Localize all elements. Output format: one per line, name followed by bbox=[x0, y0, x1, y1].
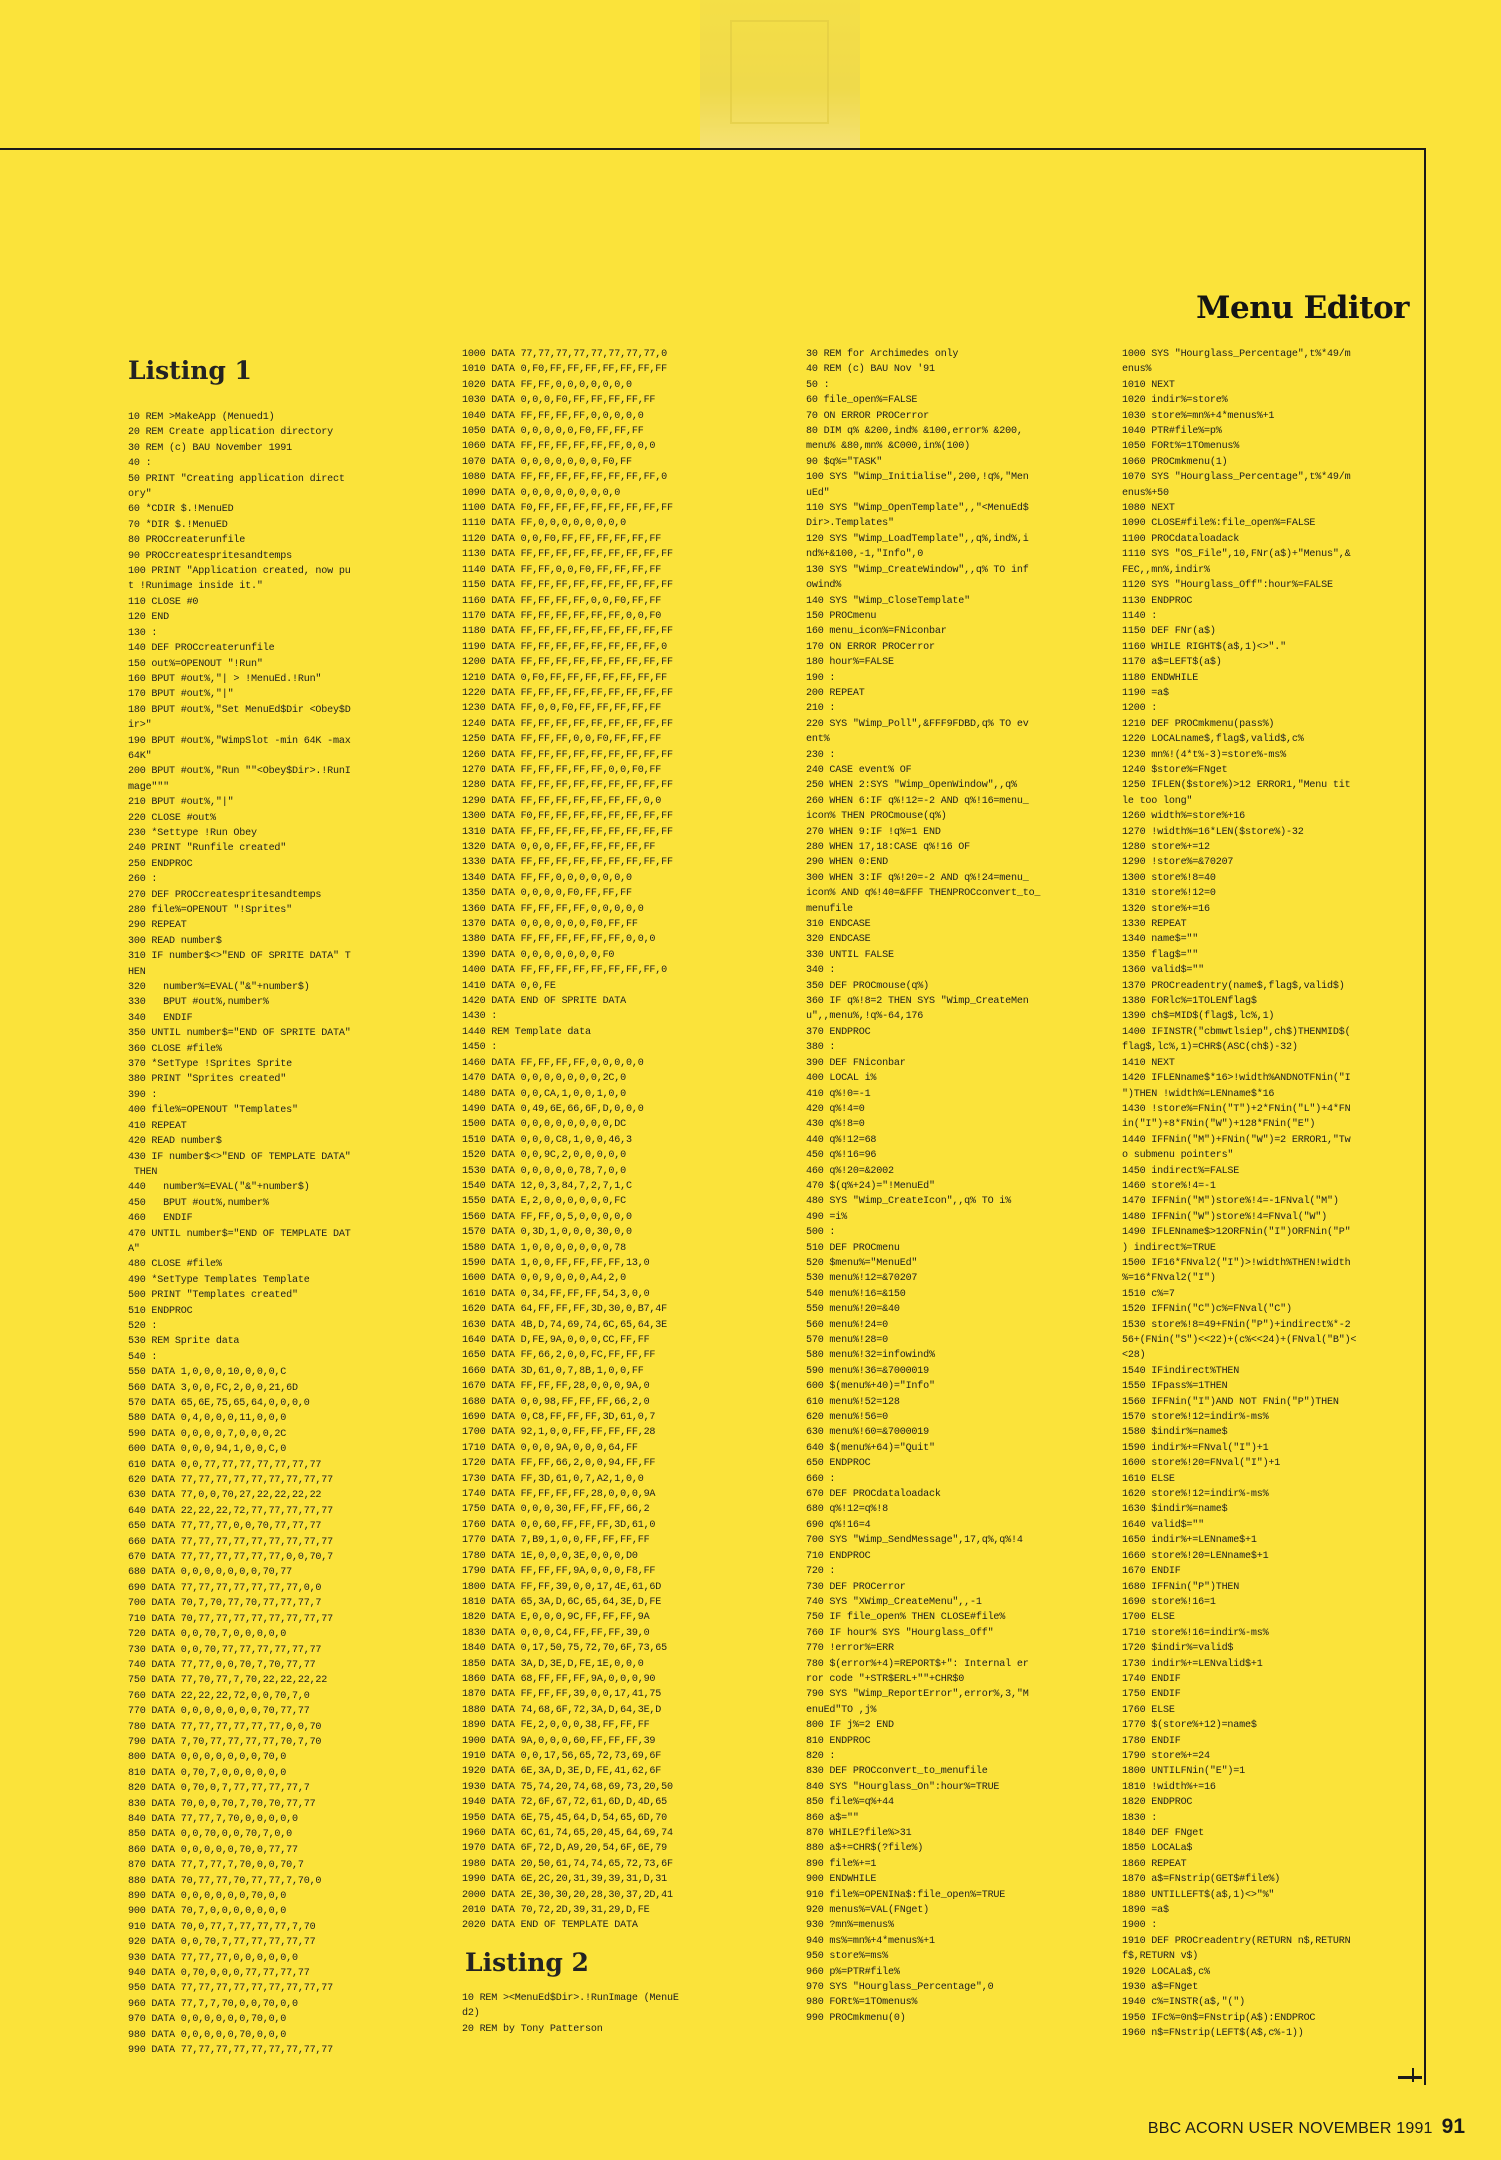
listing-column-2 bbox=[462, 347, 797, 2037]
listing-2-code-part-2: 30 REM for Archimedes only 40 REM (c) BAU Nov '91 50 : 60 file_open%=FALSE 70 ON ERROR PROCerror 80 DIM q% &200,ind% &100,error% &200, menu% &80,mn% &C000,in%(100) 90 $q%="TASK" 100 SYS "Wimp_Initialise",200,!q%,"Men uEd" 110 SYS "Wimp_OpenTemplate",,"<MenuEd$ Dir>.Templates" 120 SYS "Wimp_LoadTemplate",,q%,ind%,i nd%+&100,-1,"Info",0 130 SYS "Wimp_CreateWindow",,q% TO inf owind% 140 SYS "Wimp_CloseTemplate" 150 PROCmenu 160 menu_icon%=FNiconbar 170 ON ERROR PROCerror 180 hour%=FALSE 190 : 200 REPEAT 210 : 220 SYS "Wimp_Poll",&FFF9FDBD,q% TO ev ent% 230 : 240 CASE event% OF 250 WHEN 2:SYS "Wimp_OpenWindow",,q% 260 WHEN 6:IF q%!12=-2 AND q%!16=menu_ icon% THEN PROCmouse(q%) 270 WHEN 9:IF !q%=1 END 280 WHEN 17,18:CASE q%!16 OF 290 WHEN 0:END 300 WHEN 3:IF q%!20=-2 AND q%!24=menu_ icon% AND q%!40=&FFF THENPROCconvert_to_ menufile 310 ENDCASE 320 ENDCASE 330 UNTIL FALSE 340 : 350 DEF PROCmouse(q%) 360 IF q%!8=2 THEN SYS "Wimp_CreateMen u",,menu%,!q%-64,176 370 ENDPROC 380 : 390 DEF FNiconbar 400 LOCAL i% 410 q%!0=-1 420 q%!4=0 430 q%!8=0 440 q%!12=68 450 q%!16=96 460 q%!20=&2002 470 $(q%+24)="!MenuEd" 480 SYS "Wimp_CreateIcon",,q% TO i% 490 =i% 500 : 510 DEF PROCmenu 520 $menu%="MenuEd" 530 menu%!12=&70207 540 menu%!16=&150 550 menu%!20=&40 560 menu%!24=0 570 menu%!28=0 580 menu%!32=infowind% 590 menu%!36=&7000019 600 $(menu%+40)="Info" 610 menu%!52=128 620 menu%!56=0 630 menu%!60=&7000019 640 $(menu%+64)="Quit" 650 ENDPROC 660 : 670 DEF PROCdataloadack 680 q%!12=q%!8 690 q%!16=4 700 SYS "Wimp_SendMessage",17,q%,q%!4 710 ENDPROC 720 : 730 DEF PROCerror 740 SYS "XWimp_CreateMenu",,-1 750 IF file_open% THEN CLOSE#file% 760 IF hour% SYS "Hourglass_Off" 770 !error%=ERR 780 $(error%+4)=REPORT$+": Internal er ror code "+STR$ERL+""+CHR$0 790 SYS "Wimp_ReportError",error%,3,"M enuEd"TO ,j% 800 IF j%=2 END 810 ENDPROC 820 : 830 DEF PROCconvert_to_menufile 840 SYS "Hourglass_On":hour%=TRUE 850 file%=q%+44 860 a$="" 870 WHILE?file%>31 880 a$+=CHR$(?file%) 890 file%+=1 900 ENDWHILE 910 file%=OPENINa$:file_open%=TRUE 920 menus%=VAL(FNget) 930 ?mn%=menus% 940 ms%=mn%+4*menus%+1 950 store%=ms% 960 p%=PTR#file% 970 SYS "Hourglass_Percentage",0 980 FORt%=1TOmenus% 990 PROCmkmenu(0) bbox=[806, 349, 1041, 2024]
section-title: Menu Editor bbox=[1196, 290, 1409, 326]
listing-1-code-part-1: 10 REM >MakeApp (Menued1) 20 REM Create application directory 30 REM (c) BAU November 1991 40 : 50 PRINT "Creating application direct ory" 60 *CDIR $.!MenuED 70 *DIR $.!MenuED 80 PROCcreaterunfile 90 PROCcreatespritesandtemps 100 PRINT "Application created, now pu t !Runimage inside it." 110 CLOSE #0 120 END 130 : 140 DEF PROCcreaterunfile 150 out%=OPENOUT "!Run" 160 BPUT #out%,"| > !MenuEd.!Run" 170 BPUT #out%,"|" 180 BPUT #out%,"Set MenuEd$Dir <Obey$D ir>" 190 BPUT #out%,"WimpSlot -min 64K -max 64K" 200 BPUT #out%,"Run ""<Obey$Dir>.!RunI mage""" 210 BPUT #out%,"|" 220 CLOSE #out% 230 *Settype !Run Obey 240 PRINT "Runfile created" 250 ENDPROC 260 : 270 DEF PROCcreatespritesandtemps 280 file%=OPENOUT "!Sprites" 290 REPEAT 300 READ number$ 310 IF number$<>"END OF SPRITE DATA" T HEN 320 number%=EVAL("&"+number$) 330 BPUT #out%,number% 340 ENDIF 350 UNTIL number$="END OF SPRITE DATA" 360 CLOSE #file% 370 *SetType !Sprites Sprite 380 PRINT "Sprites created" 390 : 400 file%=OPENOUT "Templates" 410 REPEAT 420 READ number$ 430 IF number$<>"END OF TEMPLATE DATA" THEN 440 number%=EVAL("&"+number$) 450 BPUT #out%,number% 460 ENDIF 470 UNTIL number$="END OF TEMPLATE DAT A" 480 CLOSE #file% 490 *SetType Templates Template 500 PRINT "Templates created" 510 ENDPROC 520 : 530 REM Sprite data 540 : 550 DATA 1,0,0,0,10,0,0,0,C 560 DATA 3,0,0,FC,2,0,0,21,6D 570 DATA 65,6E,75,65,64,0,0,0,0 580 DATA 0,4,0,0,0,11,0,0,0 590 DATA 0,0,0,0,7,0,0,0,2C 600 DATA 0,0,0,94,1,0,0,C,0 610 DATA 0,0,77,77,77,77,77,77,77 620 DATA 77,77,77,77,77,77,77,77,77 630 DATA 77,0,0,70,27,22,22,22,22 640 DATA 22,22,22,72,77,77,77,77,77 650 DATA 77,77,77,0,0,70,77,77,77 660 DATA 77,77,77,77,77,77,77,77,77 670 DATA 77,77,77,77,77,77,0,0,70,7 680 DATA 0,0,0,0,0,0,0,70,77 690 DATA 77,77,77,77,77,77,77,0,0 700 DATA 70,7,70,77,70,77,77,77,7 710 DATA 70,77,77,77,77,77,77,77,77 720 DATA 0,0,70,7,0,0,0,0,0 730 DATA 0,0,70,77,77,77,77,77,77 740 DATA 77,77,0,0,70,7,70,77,77 750 DATA 77,70,77,7,70,22,22,22,22 760 DATA 22,22,22,72,0,0,70,7,0 770 DATA 0,0,0,0,0,0,0,70,77,77 780 DATA 77,77,77,77,77,77,0,0,70 790 DATA 7,70,77,77,77,77,70,7,70 800 DATA 0,0,0,0,0,0,0,70,0 810 DATA 0,70,7,0,0,0,0,0,0 820 DATA 0,70,0,7,77,77,77,77,7 830 DATA 70,0,0,70,7,70,70,77,77 840 DATA 77,77,7,70,0,0,0,0,0 850 DATA 0,0,70,0,0,70,7,0,0 860 DATA 0,0,0,0,0,70,0,77,77 870 DATA 77,7,77,7,70,0,0,70,7 880 DATA 70,77,77,70,77,77,7,70,0 890 DATA 0,0,0,0,0,0,70,0,0 900 DATA 70,7,0,0,0,0,0,0,0 910 DATA 70,0,77,7,77,77,77,7,70 920 DATA 0,0,70,7,77,77,77,77,77 930 DATA 77,77,77,0,0,0,0,0,0 940 DATA 0,70,0,0,0,77,77,77,77 950 DATA 77,77,77,77,77,77,77,77,77 960 DATA 77,7,7,70,0,0,70,0,0 970 DATA 0,0,0,0,0,0,70,0,0 980 DATA 0,0,0,0,0,70,0,0,0 990 DATA 77,77,77,77,77,77,77,77,77 bbox=[128, 412, 351, 2057]
top-photo-fragment bbox=[700, 0, 860, 148]
listing-2-heading: Listing 2 bbox=[465, 1947, 589, 1977]
listing-column-3 bbox=[806, 347, 1141, 2026]
listing-2-code-part-3: 1000 SYS "Hourglass_Percentage",t%*49/m enus% 1010 NEXT 1020 indir%=store% 1030 store%=mn%+4*menus%+1 1040 PTR#file%=p% 1050 FORt%=1TOmenus% 1060 PROCmkmenu(1) 1070 SYS "Hourglass_Percentage",t%*49/m enus%+50 1080 NEXT 1090 CLOSE#file%:file_open%=FALSE 1100 PROCdataloadack 1110 SYS "OS_File",10,FNr(a$)+"Menus",& FEC,,mn%,indir% 1120 SYS "Hourglass_Off":hour%=FALSE 1130 ENDPROC 1140 : 1150 DEF FNr(a$) 1160 WHILE RIGHT$(a$,1)<>"." 1170 a$=LEFT$(a$) 1180 ENDWHILE 1190 =a$ 1200 : 1210 DEF PROCmkmenu(pass%) 1220 LOCALname$,flag$,valid$,c% 1230 mn%!(4*t%-3)=store%-ms% 1240 $store%=FNget 1250 IFLEN($store%)>12 ERROR1,"Menu tit le too long" 1260 width%=store%+16 1270 !width%=16*LEN($store%)-32 1280 store%+=12 1290 !store%=&70207 1300 store%!8=40 1310 store%!12=0 1320 store%+=16 1330 REPEAT 1340 name$="" 1350 flag$="" 1360 valid$="" 1370 PROCreadentry(name$,flag$,valid$) 1380 FORlc%=1TOLENflag$ 1390 ch$=MID$(flag$,lc%,1) 1400 IFINSTR("cbmwtlsiep",ch$)THENMID$( flag$,lc%,1)=CHR$(ASC(ch$)-32) 1410 NEXT 1420 IFLENname$*16>!width%ANDNOTFNin("I ")THEN !width%=LENname$*16 1430 !store%=FNin("T")+2*FNin("L")+4*FN in("I")+8*FNin("W")+128*FNin("E") 1440 IFFNin("M")+FNin("W")=2 ERROR1,"Tw o submenu pointers" 1450 indirect%=FALSE 1460 store%!4=-1 1470 IFFNin("M")store%!4=-1FNval("M") 1480 IFFNin("W")store%!4=FNval("W") 1490 IFLENname$>12ORFNin("I")ORFNin("P" ) indirect%=TRUE 1500 IF16*FNval2("I")>!width%THEN!width %=16*FNval2("I") 1510 c%=7 1520 IFFNin("C")c%=FNval("C") 1530 store%!8=49+FNin("P")+indirect%*-2 56+(FNin("S")<<22)+(c%<<24)+(FNval("B")< <28) 1540 IFindirect%THEN 1550 IFpass%=1THEN 1560 IFFNin("I")AND NOT FNin("P")THEN 1570 store%!12=indir%-ms% 1580 $indir%=name$ 1590 indir%+=FNval("I")+1 1600 store%!20=FNval("I")+1 1610 ELSE 1620 store%!12=indir%-ms% 1630 $indir%=name$ 1640 valid$="" 1650 indir%+=LENname$+1 1660 store%!20=LENname$+1 1670 ENDIF 1680 IFFNin("P")THEN 1690 store%!16=1 1700 ELSE 1710 store%!16=indir%-ms% 1720 $indir%=valid$ 1730 indir%+=LENvalid$+1 1740 ENDIF 1750 ENDIF 1760 ELSE 1770 $(store%+12)=name$ 1780 ENDIF 1790 store%+=24 1800 UNTILFNin("E")=1 1810 !width%+=16 1820 ENDPROC 1830 : 1840 DEF FNget 1850 LOCALa$ 1860 REPEAT 1870 a$=FNstrip(GET$#file%) 1880 UNTILLEFT$(a$,1)<>"%" 1890 =a$ 1900 : 1910 DEF PROCreadentry(RETURN n$,RETURN f$,RETURN v$) 1920 LOCALa$,c% 1930 a$=FNget 1940 c%=INSTR(a$,"(") 1950 IFc%=0n$=FNstrip(A$):ENDPROC 1960 n$=FNstrip(LEFT$(A$,c%-1)) bbox=[1122, 349, 1357, 2040]
top-rule bbox=[0, 148, 1425, 150]
end-mark-stem bbox=[1412, 2068, 1414, 2082]
listing-1-heading: Listing 1 bbox=[128, 356, 252, 385]
listing-column-4 bbox=[1122, 347, 1457, 2042]
page-number: 91 bbox=[1441, 2115, 1465, 2138]
listing-1-code-part-2: 1000 DATA 77,77,77,77,77,77,77,77,0 1010 DATA 0,F0,FF,FF,FF,FF,FF,FF,FF 1020 DATA FF,FF,0,0,0,0,0,0,0 1030 DATA 0,0,0,F0,FF,FF,FF,FF,FF 1040 DATA FF,FF,FF,FF,0,0,0,0,0 1050 DATA 0,0,0,0,0,F0,FF,FF,FF 1060 DATA FF,FF,FF,FF,FF,FF,0,0,0 1070 DATA 0,0,0,0,0,0,0,F0,FF 1080 DATA FF,FF,FF,FF,FF,FF,FF,FF,0 1090 DATA 0,0,0,0,0,0,0,0,0 1100 DATA F0,FF,FF,FF,FF,FF,FF,FF,FF 1110 DATA FF,0,0,0,0,0,0,0,0 1120 DATA 0,0,F0,FF,FF,FF,FF,FF,FF 1130 DATA FF,FF,FF,FF,FF,FF,FF,FF,FF 1140 DATA FF,FF,0,0,F0,FF,FF,FF,FF 1150 DATA FF,FF,FF,FF,FF,FF,FF,FF,FF 1160 DATA FF,FF,FF,FF,0,0,F0,FF,FF 1170 DATA FF,FF,FF,FF,FF,FF,0,0,F0 1180 DATA FF,FF,FF,FF,FF,FF,FF,FF,FF 1190 DATA FF,FF,FF,FF,FF,FF,FF,FF,0 1200 DATA FF,FF,FF,FF,FF,FF,FF,FF,FF 1210 DATA 0,F0,FF,FF,FF,FF,FF,FF,FF 1220 DATA FF,FF,FF,FF,FF,FF,FF,FF,FF 1230 DATA FF,0,0,F0,FF,FF,FF,FF,FF 1240 DATA FF,FF,FF,FF,FF,FF,FF,FF,FF 1250 DATA FF,FF,FF,0,0,F0,FF,FF,FF 1260 DATA FF,FF,FF,FF,FF,FF,FF,FF,FF 1270 DATA FF,FF,FF,FF,FF,0,0,F0,FF 1280 DATA FF,FF,FF,FF,FF,FF,FF,FF,FF 1290 DATA FF,FF,FF,FF,FF,FF,FF,0,0 1300 DATA F0,FF,FF,FF,FF,FF,FF,FF,FF 1310 DATA FF,FF,FF,FF,FF,FF,FF,FF,FF 1320 DATA 0,0,0,FF,FF,FF,FF,FF,FF 1330 DATA FF,FF,FF,FF,FF,FF,FF,FF,FF 1340 DATA FF,FF,0,0,0,0,0,0,0 1350 DATA 0,0,0,0,F0,FF,FF,FF 1360 DATA FF,FF,FF,FF,0,0,0,0,0 1370 DATA 0,0,0,0,0,0,F0,FF,FF 1380 DATA FF,FF,FF,FF,FF,FF,0,0,0 1390 DATA 0,0,0,0,0,0,0,F0 1400 DATA FF,FF,FF,FF,FF,FF,FF,FF,0 1410 DATA 0,0,FE 1420 DATA END OF SPRITE DATA 1430 : 1440 REM Template data 1450 : 1460 DATA FF,FF,FF,FF,0,0,0,0,0 1470 DATA 0,0,0,0,0,0,0,2C,0 1480 DATA 0,0,CA,1,0,0,1,0,0 1490 DATA 0,49,6E,66,6F,D,0,0,0 1500 DATA 0,0,0,0,0,0,0,0,DC 1510 DATA 0,0,0,C8,1,0,0,46,3 1520 DATA 0,0,9C,2,0,0,0,0,0 1530 DATA 0,0,0,0,0,78,7,0,0 1540 DATA 12,0,3,84,7,2,7,1,C 1550 DATA E,2,0,0,0,0,0,0,FC 1560 DATA FF,FF,0,5,0,0,0,0,0 1570 DATA 0,3D,1,0,0,0,30,0,0 1580 DATA 1,0,0,0,0,0,0,0,78 1590 DATA 1,0,0,FF,FF,FF,FF,13,0 1600 DATA 0,0,9,0,0,0,A4,2,0 1610 DATA 0,34,FF,FF,FF,54,3,0,0 1620 DATA 64,FF,FF,FF,3D,30,0,B7,4F 1630 DATA 4B,D,74,69,74,6C,65,64,3E 1640 DATA D,FE,9A,0,0,0,CC,FF,FF 1650 DATA FF,66,2,0,0,FC,FF,FF,FF 1660 DATA 3D,61,0,7,8B,1,0,0,FF 1670 DATA FF,FF,FF,28,0,0,0,9A,0 1680 DATA 0,0,98,FF,FF,FF,66,2,0 1690 DATA 0,C8,FF,FF,FF,3D,61,0,7 1700 DATA 92,1,0,0,FF,FF,FF,FF,28 1710 DATA 0,0,0,9A,0,0,0,64,FF 1720 DATA FF,FF,66,2,0,0,94,FF,FF 1730 DATA FF,3D,61,0,7,A2,1,0,0 1740 DATA FF,FF,FF,FF,28,0,0,0,9A 1750 DATA 0,0,0,30,FF,FF,FF,66,2 1760 DATA 0,0,60,FF,FF,FF,3D,61,0 1770 DATA 7,B9,1,0,0,FF,FF,FF,FF 1780 DATA 1E,0,0,0,3E,0,0,0,D0 1790 DATA FF,FF,FF,9A,0,0,0,F8,FF 1800 DATA FF,FF,39,0,0,17,4E,61,6D 1810 DATA 65,3A,D,6C,65,64,3E,D,FE 1820 DATA E,0,0,0,9C,FF,FF,FF,9A 1830 DATA 0,0,0,C4,FF,FF,FF,39,0 1840 DATA 0,17,50,75,72,70,6F,73,65 1850 DATA 3A,D,3E,D,FE,1E,0,0,0 1860 DATA 68,FF,FF,FF,9A,0,0,0,90 1870 DATA FF,FF,FF,39,0,0,17,41,75 1880 DATA 74,68,6F,72,3A,D,64,3E,D 1890 DATA FE,2,0,0,0,38,FF,FF,FF 1900 DATA 9A,0,0,0,60,FF,FF,FF,39 1910 DATA 0,0,17,56,65,72,73,69,6F 1920 DATA 6E,3A,D,3E,D,FE,41,62,6F 1930 DATA 75,74,20,74,68,69,73,20,50 1940 DATA 72,6F,67,72,61,6D,D,4D,65 1950 DATA 6E,75,45,64,D,54,65,6D,70 1960 DATA 6C,61,74,65,20,45,64,69,74 1970 DATA 6F,72,D,A9,20,54,6F,6E,79 1980 DATA 20,50,61,74,74,65,72,73,6F 1990 DATA 6E,2C,20,31,39,39,31,D,31 2000 DATA 2E,30,30,20,28,30,37,2D,41 2010 DATA 70,72,2D,39,31,29,D,FE 2020 DATA END OF TEMPLATE DATA bbox=[462, 349, 673, 1932]
end-mark bbox=[1398, 2076, 1422, 2079]
footer-publication: BBC ACORN USER NOVEMBER 1991 bbox=[1147, 2120, 1433, 2137]
listing-2-code-part-1: 10 REM ><MenuEd$Dir>.!RunImage (MenuE d2) 20 REM by Tony Patterson bbox=[462, 1992, 679, 2035]
listing-column-1 bbox=[128, 356, 463, 2058]
page-footer bbox=[1148, 2115, 1465, 2139]
